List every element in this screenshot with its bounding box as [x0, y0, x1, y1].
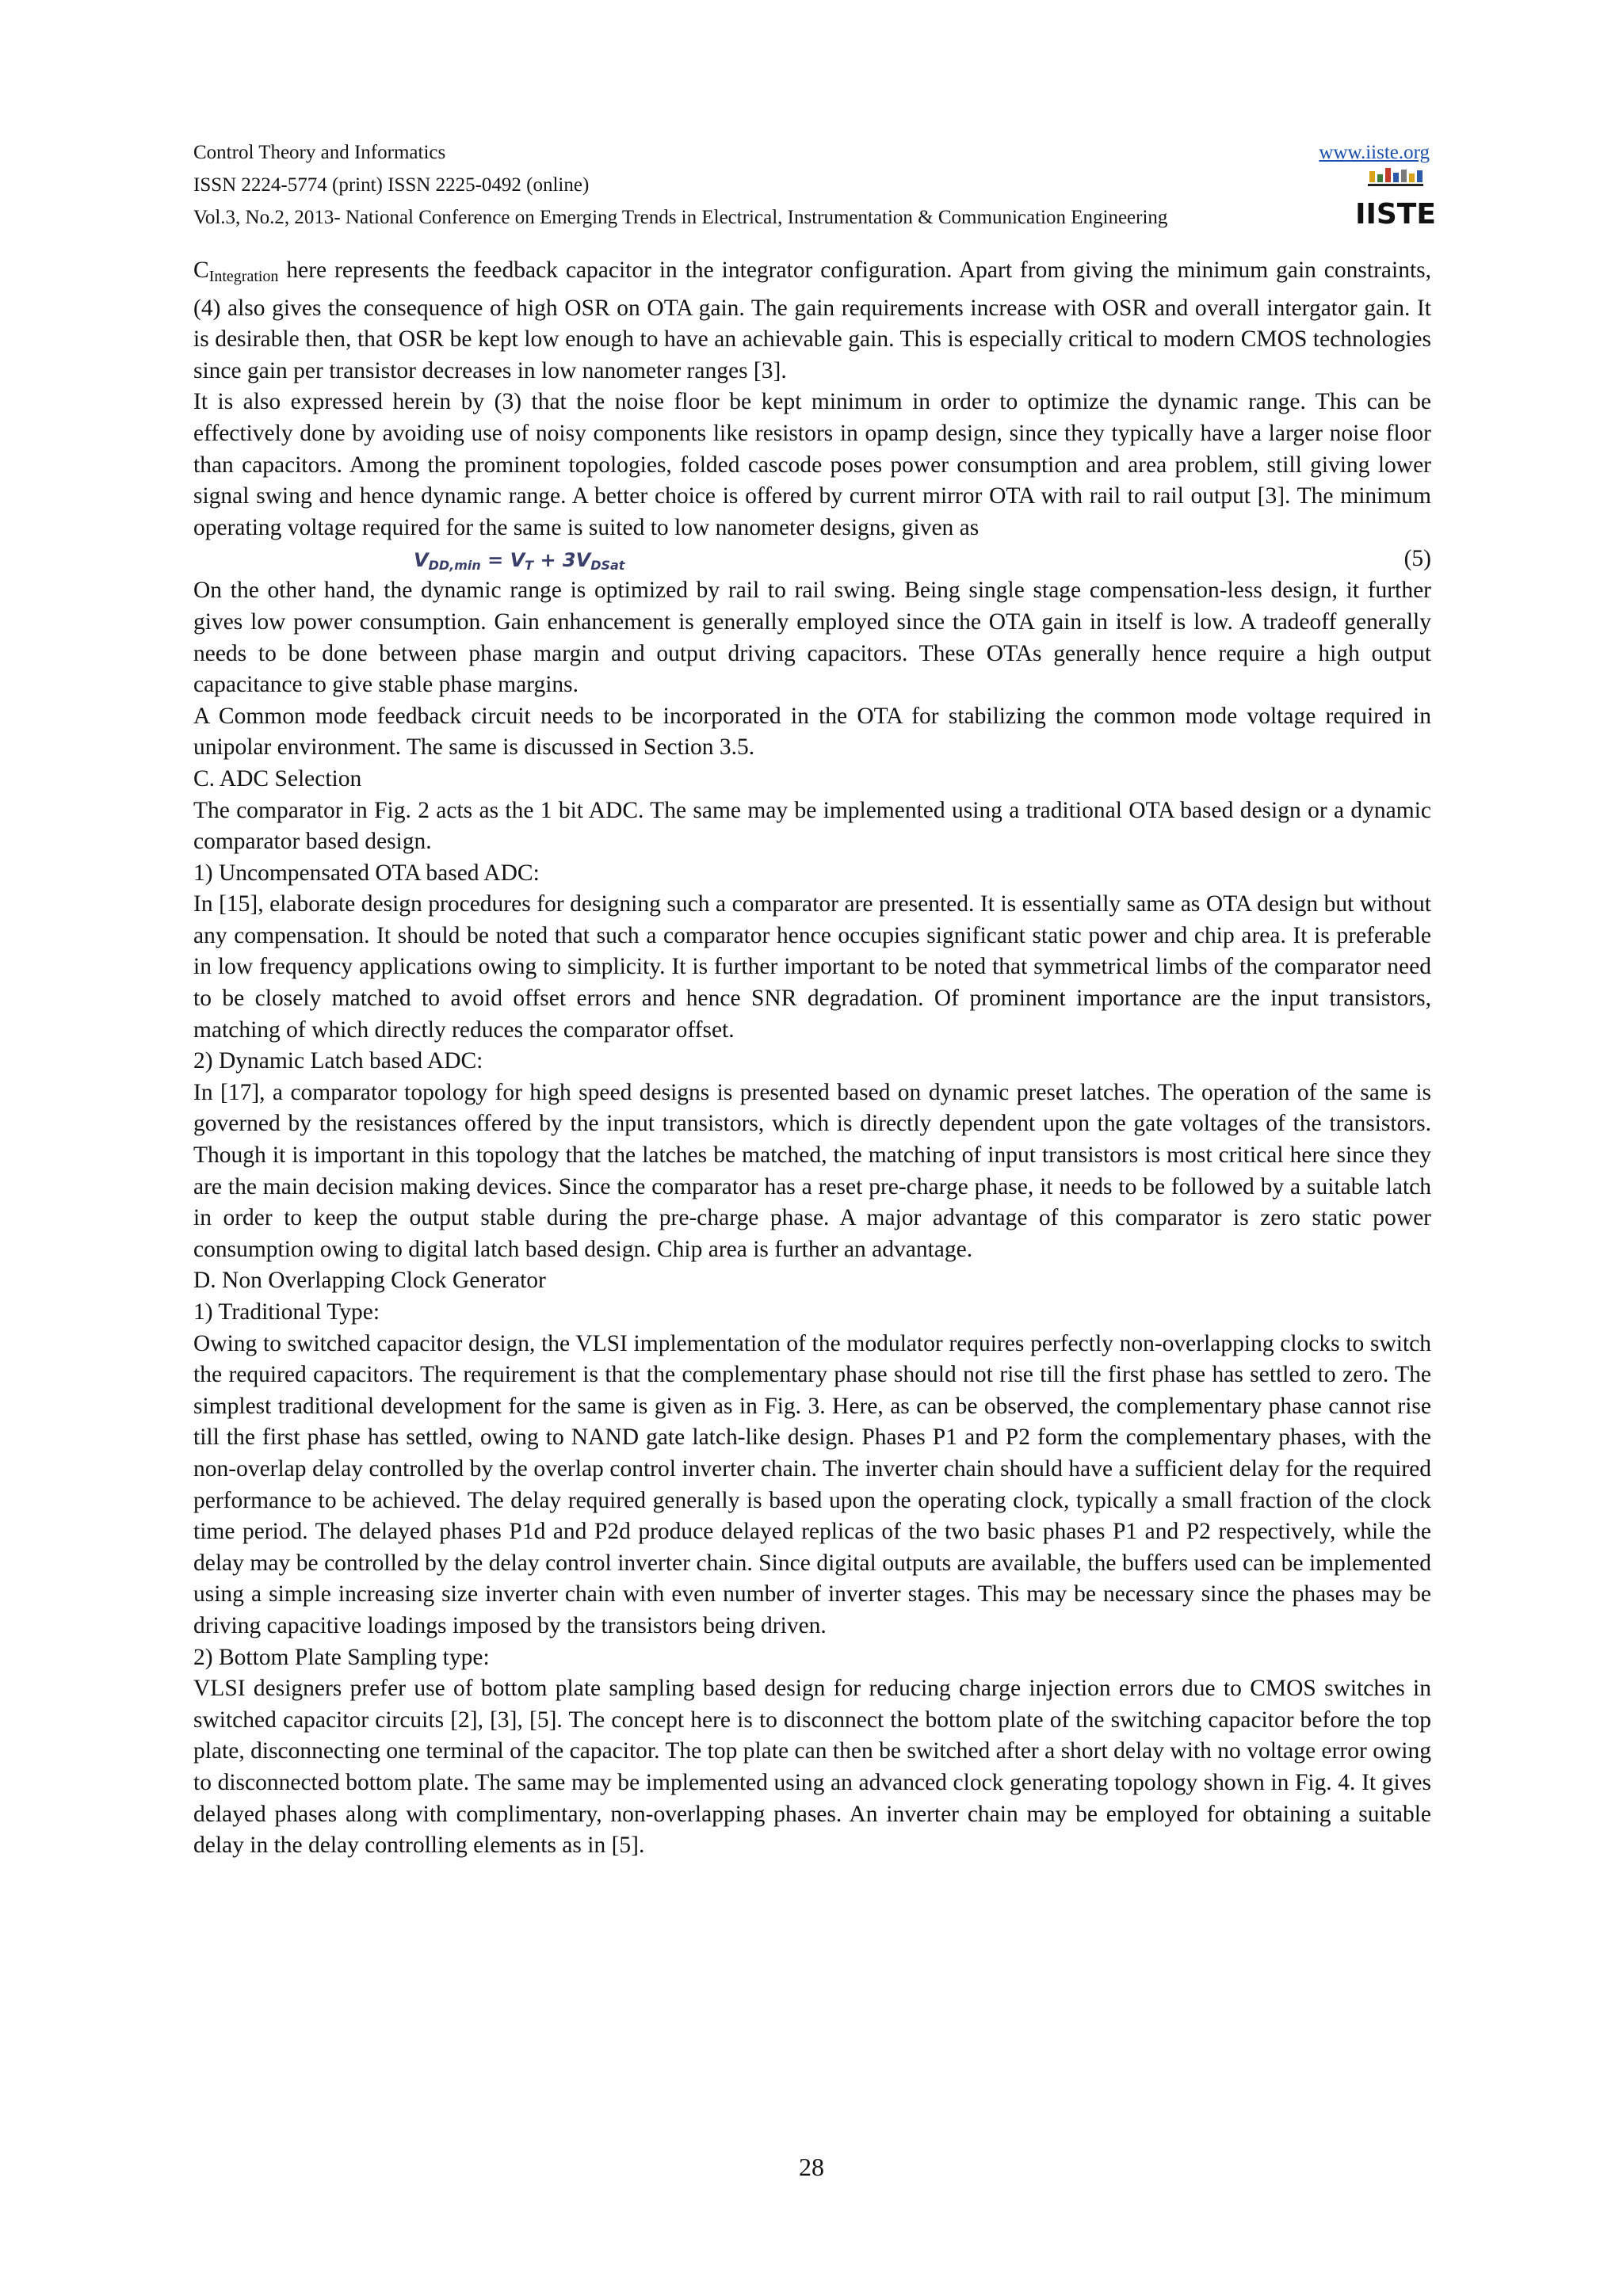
- website-link[interactable]: www.iiste.org: [1319, 142, 1430, 163]
- journal-name: Control Theory and Informatics: [193, 142, 446, 163]
- paragraph: On the other hand, the dynamic range is optimized by rail to rail swing. Being single stage compensation-less design, it further gives low power consumption. Gain enhancement is generally employed since the OTA gain in itself is low. A tradeoff generally needs to be done between phase margin and output driving capacitors. These OTAs generally hence require a high output capacitance to give stable phase margins.: [193, 578, 1431, 698]
- subsection-heading: 1) Traditional Type:: [193, 1299, 380, 1325]
- paragraph: A Common mode feedback circuit needs to be incorporated in the OTA for stabilizing the common mode voltage required in unipolar environment. The same is discussed in Section 3.5.: [193, 703, 1431, 761]
- paragraph: Owing to switched capacitor design, the VLSI implementation of the modulator requires perfectly non-overlapping clocks to switch the required capacitors. The requirement is that the complementary phase should not rise till the first phase has settled to zero. The simplest traditional development for the same is given as in Fig. 3. Here, as can be observed, the complementary phase cannot rise till the first phase has settled, owing to NAND gate latch-like design. Phases P1 and P2 form the complementary phases, with the non-overlap delay controlled by the overlap control inverter chain. The inverter chain should have a sufficient delay for the required performance to be achieved. The delay required generally is based upon the operating clock, typically a small fraction of the clock time period. The delayed phases P1d and P2d produce delayed replicas of the two basic phases P1 and P2 respectively, while the delay may be controlled by the delay control inverter chain. Since digital outputs are available, the buffers used can be implemented using a simple increasing size inverter chain with even number of inverter stages. This may be necessary since the phases may be driving capacitive loadings imposed by the transistors being driven.: [193, 1330, 1431, 1638]
- issn-line: ISSN 2224-5774 (print) ISSN 2225-0492 (online): [193, 174, 590, 196]
- body-text: [193, 255, 1431, 1862]
- paragraph: VLSI designers prefer use of bottom plate sampling based design for reducing charge injection errors due to CMOS switches in switched capacitor circuits [2], [3], [5]. The concept here is to disconnect the bottom plate of the switching capacitor before the top plate, disconnecting one terminal of the capacitor. The top plate can then be switched after a short delay with no voltage error owing to disconnected bottom plate. The same may be implemented using an advanced clock generating topology shown in Fig. 4. It gives delayed phases along with complimentary, non-overlapping phases. An inverter chain may be employed for obtaining a suitable delay in the delay controlling elements as in [5].: [193, 1676, 1431, 1859]
- paragraph: It is also expressed herein by (3) that the noise floor be kept minimum in order to optimize the dynamic range. This can be effectively done by avoiding use of noisy components like resistors in opamp design, since they typically have a larger noise floor than capacitors. Among the prominent topologies, folded cascode poses power consumption and area problem, still giving lower signal swing and hence dynamic range. A better choice is offered by current mirror OTA with rail to rail output [3]. The minimum operating voltage required for the same is suited to low nanometer designs, given as: [193, 389, 1431, 540]
- paragraph: $C_{Integration}$ here represents the feedback capacitor in the integrator configuration. Apart from giving the minimum gain constraints, (4) also gives the consequence of high OSR on OTA gain. The gain requirements increase with OSR and overall intergator gain. It is desirable then, that OSR be kept low enough to have an achievable gain. This is especially critical to modern CMOS technologies since gain per transistor decreases in low nanometer ranges [3].: [193, 257, 1431, 383]
- subsection-heading: 2) Bottom Plate Sampling type:: [193, 1644, 490, 1670]
- page-number: 28: [799, 2153, 824, 2181]
- subsection-heading: 2) Dynamic Latch based ADC:: [193, 1048, 483, 1074]
- section-heading: D. Non Overlapping Clock Generator: [193, 1268, 546, 1294]
- page-header: [193, 136, 1436, 231]
- equation-number: (5): [1403, 546, 1431, 572]
- subsection-heading: 1) Uncompensated OTA based ADC:: [193, 860, 540, 886]
- paragraph: In [17], a comparator topology for high speed designs is presented based on dynamic preset latches. The operation of the same is governed by the resistances offered by the input transistors, which is directly dependent upon the gate voltages of the transistors. Though it is important in this topology that the latches be matched, the matching of input transistors is most critical here since they are the main decision making devices. Since the comparator has a reset pre-charge phase, it needs to be followed by a suitable latch in order to keep the output stable during the pre-charge phase. A major advantage of this comparator is zero static power consumption owing to digital latch based design. Chip area is further an advantage.: [193, 1079, 1431, 1262]
- svg-text:IISTE: IISTE: [1355, 198, 1436, 231]
- volume-line: Vol.3, No.2, 2013- National Conference on Emerging Trends in Electrical, Instrumentation & Communication Engineering: [193, 207, 1168, 228]
- paragraph: In [15], elaborate design procedures for designing such a comparator are presented. It is essentially same as OTA design but without any compensation. It should be noted that such a comparator hence occupies significant static power and chip area. It is preferable in low frequency applications owing to simplicity. It is further important to be noted that symmetrical limbs of the comparator need to be closely matched to avoid offset errors and hence SNR degradation. Of prominent importance are the input transistors, matching of which directly reduces the comparator offset.: [193, 891, 1431, 1043]
- equation-5: [193, 545, 1431, 574]
- section-heading: C. ADC Selection: [193, 765, 362, 791]
- iiste-logo: [1355, 166, 1436, 235]
- equation-formula: VDD,min = VT + 3VDSat: [414, 549, 625, 574]
- paragraph: The comparator in Fig. 2 acts as the 1 bit ADC. The same may be implemented using a traditional OTA based design or a dynamic comparator based design.: [193, 797, 1431, 855]
